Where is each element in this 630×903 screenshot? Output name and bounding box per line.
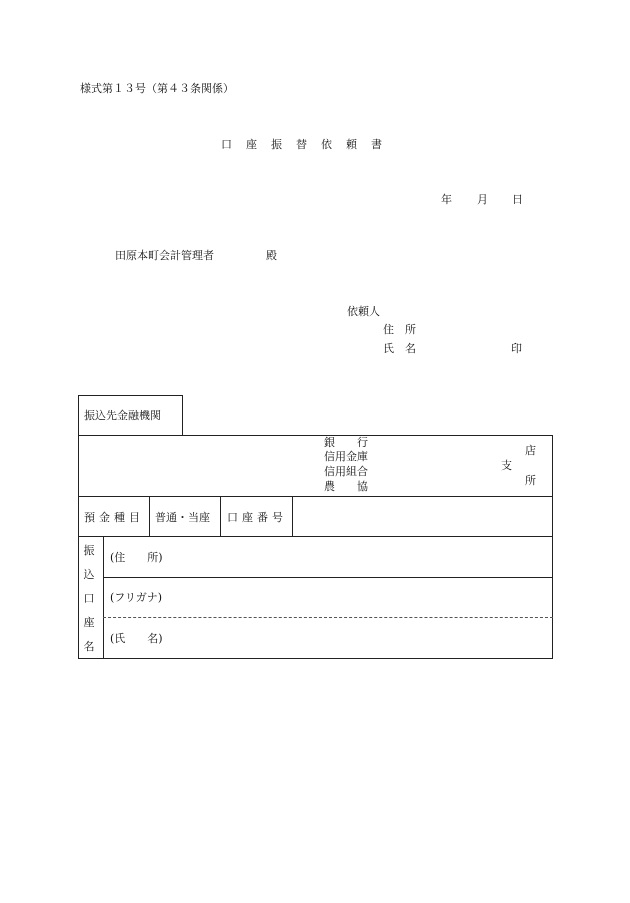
account-name-char: 込 xyxy=(83,568,95,581)
deposit-type-value: 普通・当座 xyxy=(155,511,210,524)
institution-bank: 銀 行 xyxy=(324,436,368,449)
institution-shinkumi: 信用組合 xyxy=(324,465,368,478)
row-divider xyxy=(103,577,553,578)
page-title: 口座振替依頼書 xyxy=(221,138,396,151)
requester-name-label: 氏 名 xyxy=(383,342,416,355)
requester-address-label: 住 所 xyxy=(383,323,416,336)
col-divider xyxy=(149,496,150,536)
account-name-char: 振 xyxy=(83,544,95,557)
bank-section-tab xyxy=(78,395,183,436)
account-name-char: 名 xyxy=(83,640,95,653)
deposit-type-label: 預金種目 xyxy=(84,511,144,524)
bank-section-label: 振込先金融機関 xyxy=(84,409,161,422)
requester-label: 依頼人 xyxy=(347,305,380,318)
holder-furigana-field[interactable]: (フリガナ) xyxy=(110,591,163,604)
date-month-label: 月 xyxy=(477,193,488,206)
date-day-label: 日 xyxy=(512,193,523,206)
col-divider xyxy=(220,496,221,536)
institution-nokyo: 農 協 xyxy=(324,480,368,493)
col-divider xyxy=(292,496,293,536)
institution-shinkin: 信用金庫 xyxy=(324,450,368,463)
seal-label: 印 xyxy=(511,342,522,355)
dashed-divider xyxy=(103,617,553,618)
branch-store-label: 店 xyxy=(525,444,536,457)
account-name-char: 口 xyxy=(83,592,95,605)
account-number-label: 口座番号 xyxy=(227,511,287,524)
honorific: 殿 xyxy=(266,249,277,262)
form-number: 様式第１３号（第４３条関係） xyxy=(80,82,234,95)
holder-name-field[interactable]: (氏 名) xyxy=(110,632,163,645)
branch-branch-label: 支 xyxy=(501,459,512,472)
branch-office-label: 所 xyxy=(525,474,536,487)
addressee: 田原本町会計管理者 xyxy=(115,249,214,262)
col-divider xyxy=(103,536,104,659)
holder-address-field[interactable]: (住 所) xyxy=(110,551,163,564)
date-year-label: 年 xyxy=(441,193,452,206)
transfer-table xyxy=(78,435,553,659)
row-divider xyxy=(78,536,553,537)
account-name-char: 座 xyxy=(83,616,95,629)
